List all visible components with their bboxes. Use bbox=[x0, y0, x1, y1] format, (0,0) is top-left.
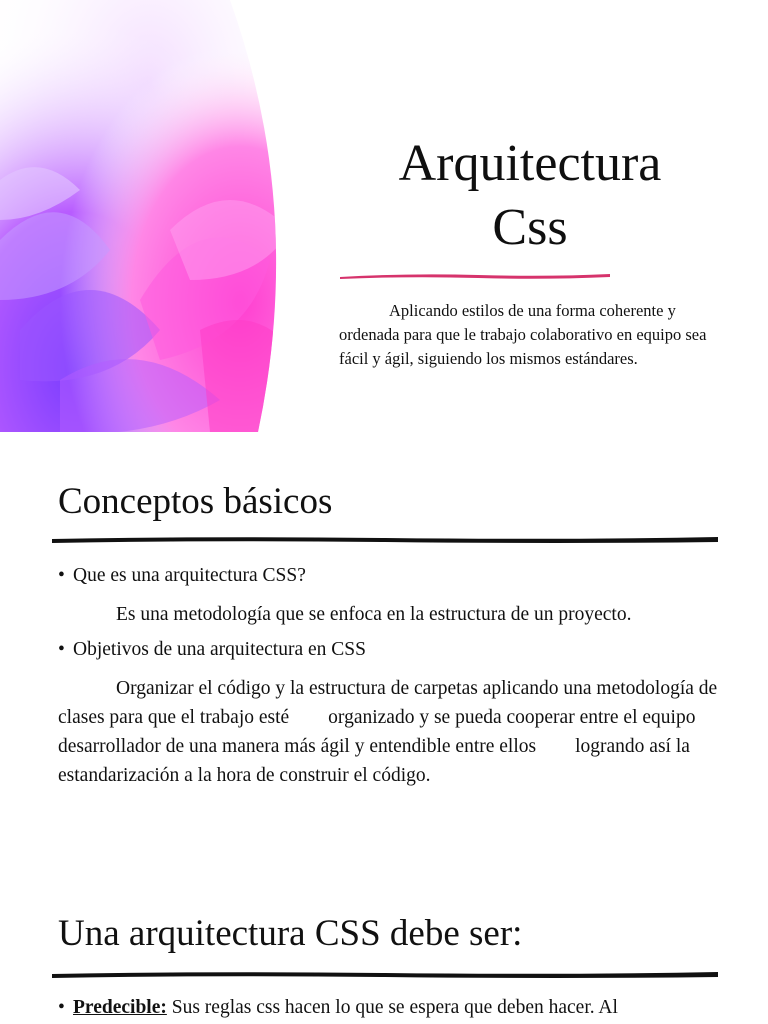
slide-subtitle: Aplicando estilos de una forma coherente y ordenada para que le trabajo colaborativo en equipo sea fácil y ágil, siguiendo los mismos estándares. bbox=[339, 301, 707, 368]
bullet-question-2 bbox=[58, 637, 366, 663]
section-title: Una arquitectura CSS debe ser: bbox=[58, 913, 523, 954]
answer-1: Es una metodología que se enfoca en la estructura de un proyecto. bbox=[116, 604, 632, 625]
concepts-slide bbox=[0, 450, 768, 870]
title-line-1: Arquitectura bbox=[398, 135, 662, 192]
bullet-marker: • bbox=[58, 997, 65, 1018]
requirements-slide bbox=[0, 890, 768, 1024]
floral-decoration bbox=[0, 0, 300, 432]
bullet-marker: • bbox=[58, 565, 65, 586]
bullet-text: Sus reglas css hacen lo que se espera que deben hacer. Al bbox=[166, 997, 618, 1018]
slide-title bbox=[340, 132, 720, 260]
title-line-2: Css bbox=[492, 199, 568, 256]
bullet-text: Objetivos de una arquitectura en CSS bbox=[73, 639, 366, 660]
brush-divider bbox=[50, 533, 720, 547]
bullet-question-1 bbox=[58, 563, 306, 589]
bullet-text: Que es una arquitectura CSS? bbox=[73, 565, 306, 586]
bullet-predictable bbox=[58, 995, 618, 1021]
bullet-label: Predecible: bbox=[73, 997, 167, 1018]
answer-2: Organizar el código y la estructura de carpetas aplicando una metodología de clases para que el trabajo esté organizado y se pueda cooperar entre el equipo desarrollador de una manera más ágil y entendible entre ellos logrando así la estandarización a la hora de construir el código. bbox=[58, 678, 723, 786]
brush-divider bbox=[50, 968, 720, 982]
title-underline bbox=[338, 270, 612, 282]
section-title: Conceptos básicos bbox=[58, 481, 333, 522]
bullet-marker: • bbox=[58, 639, 65, 660]
title-slide bbox=[0, 0, 768, 432]
